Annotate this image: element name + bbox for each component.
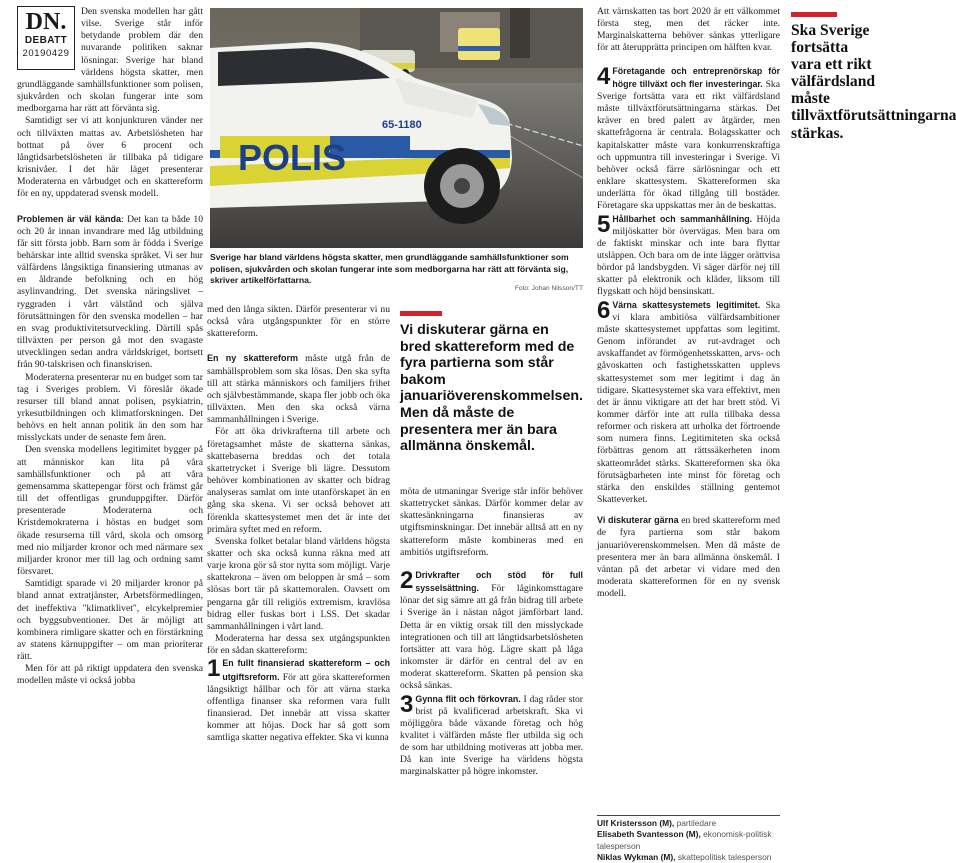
section-title: En fullt finansierad skattereform – och utgiftsreform.	[222, 658, 390, 682]
section-number: 5	[597, 210, 611, 238]
section-number: 3	[400, 690, 414, 718]
paragraph: För att öka drivkrafterna till arbete och företagsamhet måste de skatterna sänkas, skattebaserna breddas och det totala skattetrycket i Sverige bli lägre. Dessutom behöver kombinationen av skatter och bidrag analyseras samlat om inte utanförskapet än en gång ska skena. Vi ser också behovet att förenkla skattesystemet men det är inte det primära syftet med en reform.	[207, 426, 390, 535]
sidebar-accent-bar	[791, 12, 837, 17]
section-2	[400, 566, 583, 693]
signature-role: ekonomisk-politisk talesperson	[597, 829, 772, 851]
column-3	[400, 486, 583, 779]
sidebar-headline: Ska Sverige fortsätta vara ett rikt välfärdsland måste tillväxtförutsättningarna stärkas.	[791, 22, 956, 142]
signature	[597, 852, 780, 863]
section-text: Ska Sverige fortsätta vara ett rikt välfärdsland måste tillväxtförutsättningarna stärkas. Det kräver en bred palett av åtgärder, men skattefrågorna är centrala. Bolagsskatter och kapitalskatter måste vara konkurrenskraftiga och uppmuntra till investeringar i Sverige. Vi behöver också färre särlösningar och ett enklare skattesystem. Skattereformen ska underlätta för ökad tillgång till bostäder. Företagare ska uppskattas mer än de beskattas.	[597, 78, 780, 212]
police-car-illustration	[210, 8, 583, 248]
ambulance	[458, 28, 500, 60]
section-title: Gynna flit och förkovran.	[415, 693, 521, 704]
photo-credit: Foto: Johan Nilsson/TT	[514, 285, 583, 292]
column-2	[207, 304, 390, 744]
section-3	[400, 690, 583, 779]
photo-caption: Sverige har bland världens högsta skatter, men grundläggande samhällsfunktioner som polisen, sjukvården och skolan fungerar inte som medborgarna har rätt att förvänta sig, skriver artikelförfattarna.	[210, 252, 569, 286]
paragraph	[17, 213, 203, 372]
section-number: 4	[597, 62, 611, 90]
police-car-photo	[210, 8, 583, 248]
section-number: 6	[597, 296, 611, 324]
column-1	[17, 6, 203, 688]
section-number: 2	[400, 566, 414, 594]
section-text: För att göra skattereformen långsiktigt hållbar och för att värna starka offentliga finanser ska reformen vara fullt finansierad. Det innebär att vissa skatter kommer att höjas. Dock har så gott som samtliga skatter negativa effekter. Ska vi kunna	[207, 671, 390, 744]
section-1	[207, 657, 390, 744]
section-number: 1	[207, 655, 221, 683]
closing-paragraph	[597, 514, 780, 600]
section-text: Höjda miljöskatter bör övervägas. Men bara om de faktiskt minskar och inte bara flyttar utsläppen. Och bara om de inte lägger orättvisa bördor på landsbygden. Vi säger därför nej till skatter på elektronik och kläder, liksom till flygskatt och höjd bensinskatt.	[597, 213, 780, 298]
section-title: Värna skattesystemets legitimitet.	[612, 299, 761, 310]
paragraph: Men för att på riktigt uppdatera den svenska modellen måste vi också jobba	[17, 663, 203, 687]
paragraph-lead: Vi diskuterar gärna	[597, 515, 679, 526]
pull-quote-accent-bar	[400, 311, 442, 316]
section-title: Företagande och entreprenörskap för högre tillväxt och fler investeringar.	[612, 65, 780, 89]
signature-name: Ulf Kristersson (M),	[597, 818, 675, 828]
signature	[597, 818, 780, 829]
section-text: För låginkomsttagare lönar det sig sämre att gå från bidrag till arbete i Sverige än i nästan något jämförbart land. Detta är en viktig orsak till den misslyckade integrationen och till att långtidsarbetslösheten fortsätter att vara hög. Lägre skatt på låga inkomster är därför en central del av en moderat skattereform. Skatten på pension ska också sänkas.	[400, 583, 583, 692]
section-text: I dag råder stor brist på kvalificerad arbetskraft. Ska vi möjliggöra både växande företag och hög kvalitet i välfärden måste fler utbilda sig och de som har utbildning motiveras att jobba mer. Då kan inte Sverige ha världens högsta marginalskatter på högre inkomster.	[400, 693, 583, 778]
intro-paragraph: Den svenska modellen har gått vilse. Sverige står inför betydande problem där den nuvarande politiken saknar lösningar. Sverige har bland världens högsta skatter, men grundläggande samhällsfunktioner som polisen, sjukvården och skolan fungerar inte som medborgarna har rätt att förvänta sig.	[17, 6, 203, 115]
paragraph: med den långa sikten. Därför presenterar vi nu också våra utgångspunkter för en större skattereform.	[207, 304, 390, 340]
paragraph: Samtidigt sparade vi 20 miljarder kronor på bland annat extratjänster, Arbetsförmedlingen, det ineffektiva "klimatklivet", elcykelpremier och byggsubventioner. Det är möjligt att kombinera rimligare skatter och en förstärkning av statens kärnuppgifter – om man prioriterar rätt.	[17, 578, 203, 663]
paragraph: Samtidigt ser vi att konjunkturen vänder ner och tillväxten mattas av. Arbetslösheten har bottnat på över 6 procent och långtidsarbetslösheten är tillbaka på tidigare krisnivåer. I det här läget presenterar Moderaterna en vårbudget och en skattereform för en ny, uppdaterad svensk modell.	[17, 115, 203, 200]
paragraph: Moderaterna har dessa sex utgångspunkten för en sådan skattereform:	[207, 633, 390, 657]
paragraph-text: måste utgå från de samhällsproblem som ska lösas. Den ska syfta till att stärka människors och familjers frihet och självbestämmande, skapa fler jobb och öka tillväxten. Men den ska också värna sammanhållningen i Sverige.	[207, 353, 390, 426]
signature-name: Elisabeth Svantesson (M),	[597, 829, 701, 840]
section-text: Ska vi klara ambitiösa välfärdsambitioner måste skattesystemet uppfattas som legitimt. Genom införandet av rut-avdraget och avskaffandet av förmögenhetsskatten, arvs- och gåvoskatten och fastighetsskatten upplevs skattesystemet som mer legitimt i dag än tidigare. Skattesystemet ska vara effektivt, men det är ännu viktigare att det har brett stöd. Vi kommer därför inte att rulla tillbaka dessa reformer och riskera att urholka det förtroende som numera finns. Legitimiteten ska också förbättras genom att rättssäkerheten inom skatteområdet stärks. Skattereformen ska öka förutsägbarheten inte minst för företag och stärka den enskildes ställning gentemot Skatteverket.	[597, 299, 780, 506]
signature-name: Niklas Wykman (M),	[597, 851, 676, 862]
paragraph-lead: Problemen är väl kända	[17, 213, 122, 224]
paragraph-text: : Det kan ta både 10 och 20 år innan invandrare med låg utbildning får sitt första jobb. Barn som är födda i Sverige behärskar inte alltid svenska språket. Vi ser hur välfärdens långsiktiga finansiering utmanas av en åldrande befolkning och en hög asylinvandring. Det svenska näringslivet – ryggraden i vårt välstånd och själva förutsättningen för den svenska modellen – har en svag produktivitetsutveckling. Därtill spås tillväxten per person gå mot den svagaste utvecklingen sedan andra världskriget, bortsett från 90-talskrisen och finanskrisen.	[17, 213, 203, 371]
paragraph: möta de utmaningar Sverige står inför behöver skattetrycket sänkas. Därför kommer delar av skattesänkningarna finansieras av utgiftsminskningar. Det innebär alltså att en ny skattereform måste kombineras med en ambitiös utgiftsreform.	[400, 486, 583, 558]
signature-role: skattepolitisk talesperson	[677, 851, 772, 862]
signature	[597, 829, 780, 852]
paragraph: Den svenska modellens legitimitet bygger på att människor kan lita på våra samhällsfunktioner och på att våra gemensamma skattepengar först och främst går till det offentligas grunduppgifter. Därför presenterade Moderaterna och Kristdemokraterna i höstas en budget som ökade resurserna till vård, skola och omsorg med nio miljarder kronor och med närmare sex miljarder kronor mer till lag och ordning samt försvaret.	[17, 444, 203, 578]
section-4	[597, 62, 780, 213]
logo-date: 20190429	[22, 48, 70, 59]
section-6	[597, 296, 780, 507]
logo-section: DEBATT	[24, 35, 68, 46]
column-4	[597, 6, 780, 600]
section-title: Hållbarhet och sammanhållning.	[612, 213, 753, 224]
paragraph: Svenska folket betalar bland världens högsta skatter och ska också kunna räkna med att varje krona gör så stor nytta som möjligt. Varje skattekrona – även om beloppen är små – som slösas bort tär på skattemoralen. Oavsett om pengarna går till religiös extremism, kravlösa bidrag eller fuskas bort i LSS. Det skadar sammanhållningen i vårt land.	[207, 535, 390, 632]
paragraph: Moderaterna presenterar nu en budget som tar tag i Sveriges problem. Vi föreslår ökade resurser till bland annat polisen, psykiatrin, yrkesutbildningen och klimatforskningen. Det behövs en helt annan politik än den som har misslyckats under de senaste fem åren.	[17, 371, 203, 444]
dn-debatt-logo	[17, 6, 75, 70]
signatures	[597, 818, 780, 863]
section-title: Drivkrafter och stöd för full sysselsättning.	[415, 569, 583, 594]
logo-brand: DN.	[25, 9, 67, 35]
section-5	[597, 210, 780, 299]
signature-divider	[597, 815, 780, 816]
paragraph	[207, 352, 390, 426]
car-polis-text: POLIS	[238, 137, 347, 178]
pull-quote: Vi diskuterar gärna en bred skattereform med de fyra partierna som står bakom januariöverenskommelsen. Men då måste de presentera mer än bara allmänna önskemål.	[400, 322, 583, 455]
car-number-text: 65-1180	[382, 119, 422, 131]
paragraph-text: en bred skattereform med de fyra partierna som står bakom januariöverenskommelsen. Men då måste de presentera mer än bara allmänna önskemål. I väntan på det arbetar vi vidare med den moderata skattereformen för en ny svensk modell.	[597, 515, 780, 600]
signature-role: partiledare	[676, 818, 717, 828]
paragraph: Att värnskatten tas bort 2020 är ett välkommet första steg, men det räcker inte. Marginalskatterna behöver sänkas ytterligare för att återupprätta principen om hälften kvar.	[597, 6, 780, 54]
paragraph-lead: En ny skattereform	[207, 353, 299, 364]
